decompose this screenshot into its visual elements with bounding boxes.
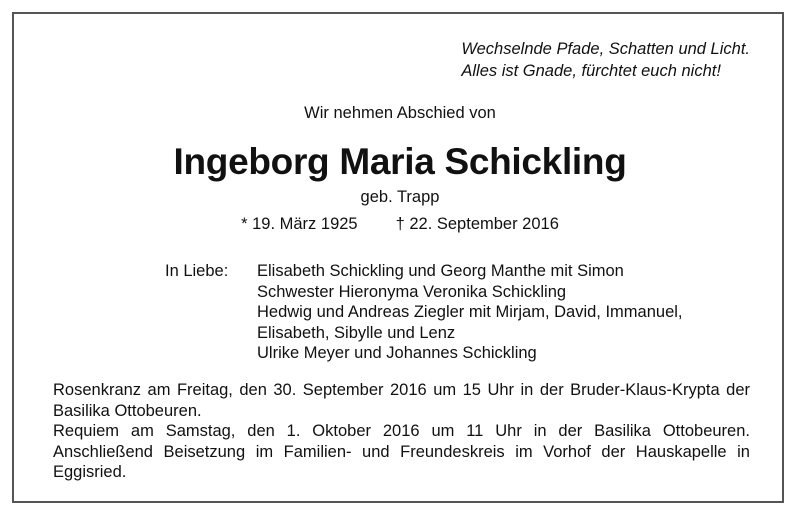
requiem-notice: Requiem am Samstag, den 1. Oktober 2016 um 11 Uhr in der Basilika Ottobeuren. Anschließend Beisetzung im Familien- und Freundeskreis im Vorhof der Hauskapelle in Eggisried. [53, 422, 750, 481]
life-dates [0, 215, 800, 234]
motto-verse [461, 38, 750, 82]
maiden-name: geb. Trapp [360, 188, 440, 206]
death-date: † 22. September 2016 [395, 215, 559, 233]
motto-line-1: Wechselnde Pfade, Schatten und Licht. [461, 40, 750, 58]
motto-line-2: Alles ist Gnade, fürchtet euch nicht! [461, 62, 721, 80]
intro-text: Wir nehmen Abschied von [304, 104, 496, 122]
family-member-line: Elisabeth, Sibylle und Lenz [257, 323, 456, 342]
family-member-line: Ulrike Meyer und Johannes Schickling [257, 344, 537, 362]
family-list [165, 261, 683, 364]
family-member-line: Elisabeth Schickling und Georg Manthe mit Simon [257, 262, 624, 280]
family-member-line: Schwester Hieronyma Veronika Schickling [257, 282, 567, 301]
deceased-name: Ingeborg Maria Schickling [173, 141, 627, 182]
birth-date: * 19. März 1925 [241, 215, 358, 233]
rosary-notice: Rosenkranz am Freitag, den 30. September 2016 um 15 Uhr in der Bruder-Klaus-Krypta der Basilika Ottobeuren. [53, 381, 750, 420]
service-notes [53, 380, 750, 483]
family-member-line: Hedwig und Andreas Ziegler mit Mirjam, David, Immanuel, [257, 303, 683, 321]
family-label: In Liebe: [165, 262, 229, 280]
